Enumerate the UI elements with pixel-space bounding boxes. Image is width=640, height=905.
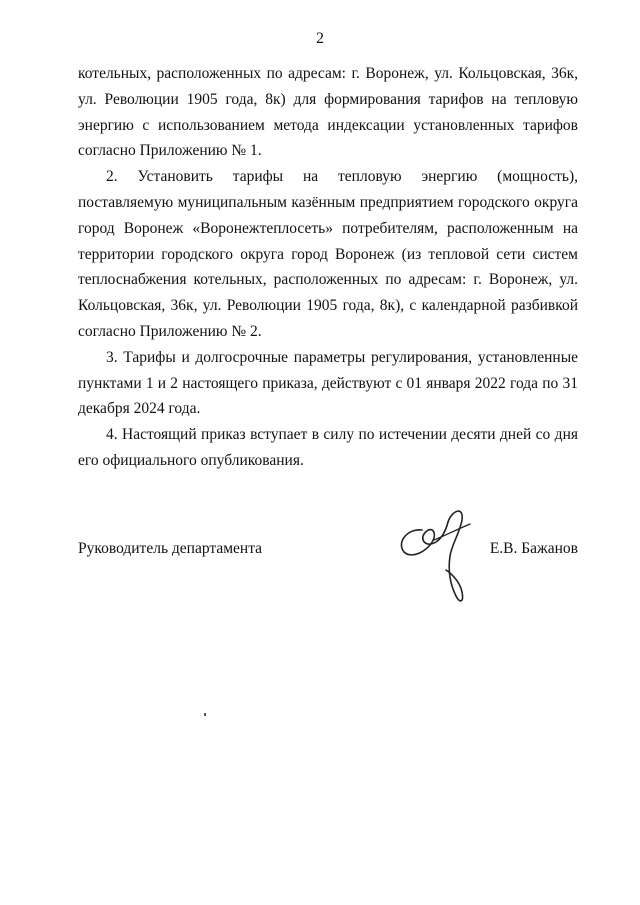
paragraph-item-3: 3. Тарифы и долгосрочные параметры регулирования, установленные пунктами 1 и 2 настоящего приказа, действуют с 01 января 2022 года по 31 декабря 2024 года. <box>78 348 578 418</box>
document-body <box>78 61 578 474</box>
page-number: 2 <box>316 30 324 47</box>
handwritten-signature <box>390 500 490 610</box>
signatory-title: Руководитель департамента <box>78 540 263 557</box>
scan-speck <box>204 713 206 716</box>
paragraph-item-4: 4. Настоящий приказ вступает в силу по истечении десяти дней со дня его официального опубликования. <box>78 426 578 469</box>
signature-block <box>78 540 578 560</box>
paragraph-continuation: котельных, расположенных по адресам: г. Воронеж, ул. Кольцовская, 36к, ул. Революции 1905 года, 8к) для формирования тарифов на тепловую энергию с использованием метода индексации установленных тарифов согласно Приложению № 1. <box>78 65 578 160</box>
signatory-name: Е.В. Бажанов <box>489 540 578 557</box>
paragraph-item-2: 2. Установить тарифы на тепловую энергию (мощность), поставляемую муниципальным казённым предприятием городского округа город Воронеж «Воронежтеплосеть» потребителям, расположенным на территории городского округа город Воронеж (из тепловой сети систем теплоснабжения котельных, расположенных по адресам: г. Воронеж, ул. Кольцовская, 36к, ул. Революции 1905 года, 8к), с календарной разбивкой согласно Приложению № 2. <box>78 168 578 340</box>
